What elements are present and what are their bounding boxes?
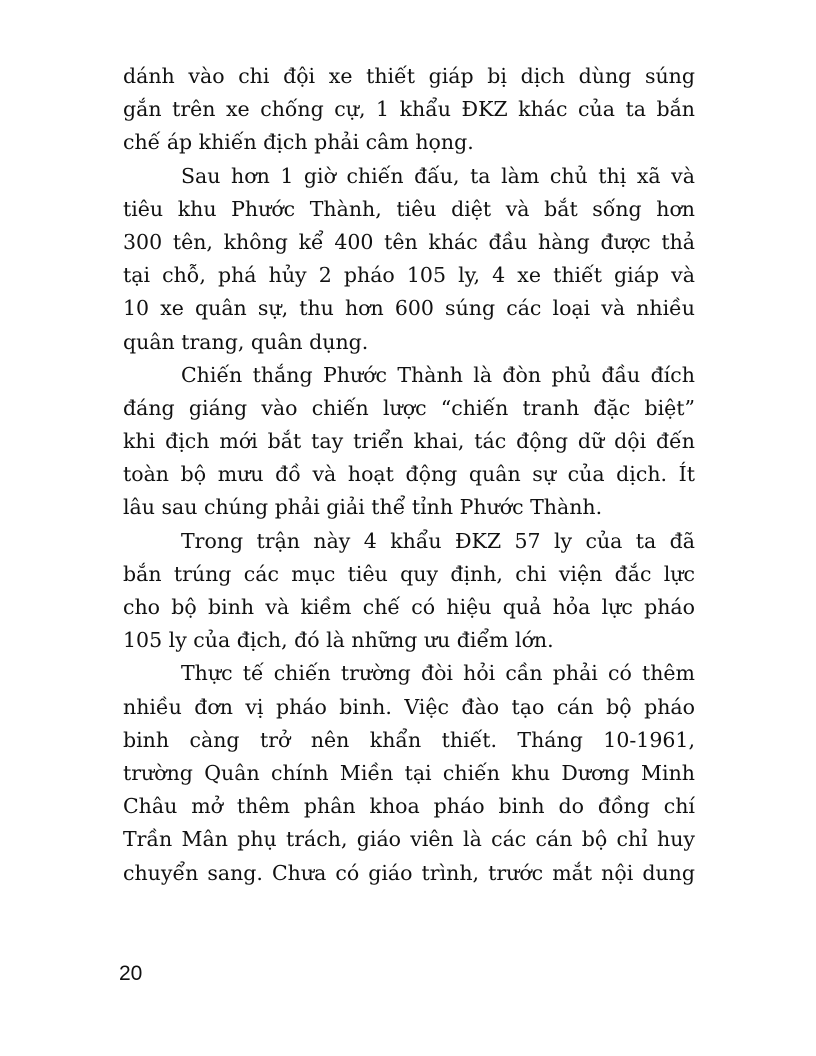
text-line: 105 ly của địch, đó là những ưu điểm lớn.: [123, 628, 554, 653]
text-line: 10 xe quân sự, thu hơn 600 súng các loại và nhiều: [123, 296, 695, 321]
text-line: trường Quân chính Miền tại chiến khu Dương Minh: [123, 760, 695, 785]
text-line: tiêu khu Phước Thành, tiêu diệt và bắt sống hơn: [123, 196, 695, 221]
text-line: chế áp khiến địch phải câm họng.: [123, 130, 474, 155]
text-line: quân trang, quân dụng.: [123, 329, 369, 354]
text-line: binh càng trở nên khẩn thiết. Tháng 10-1961,: [123, 727, 695, 752]
text-line: lâu sau chúng phải giải thể tỉnh Phước Thành.: [123, 495, 603, 520]
text-line: chuyển sang. Chưa có giáo trình, trước mắt nội dung: [123, 860, 695, 885]
paragraph-start: Chiến thắng Phước Thành là đòn phủ đầu đích: [181, 362, 695, 387]
paragraph-start: Trong trận này 4 khẩu ĐKZ 57 ly của ta đã: [181, 528, 695, 553]
text-line: 300 tên, không kể 400 tên khác đầu hàng được thả: [123, 229, 695, 254]
paragraph-start: Thực tế chiến trường đòi hỏi cần phải có thêm: [181, 661, 695, 686]
text-line: tại chỗ, phá hủy 2 pháo 105 ly, 4 xe thiết giáp và: [123, 263, 695, 288]
text-line: bắn trúng các mục tiêu quy định, chi viện đắc lực: [123, 561, 695, 586]
text-line: khi địch mới bắt tay triển khai, tác động dữ dội đến: [123, 429, 695, 454]
text-line: nhiều đơn vị pháo binh. Việc đào tạo cán bộ pháo: [123, 694, 695, 719]
text-line: toàn bộ mưu đồ và hoạt động quân sự của dịch. Ít: [123, 462, 695, 487]
text-line: Trần Mân phụ trách, giáo viên là các cán bộ chỉ huy: [123, 827, 695, 852]
paragraph-start: Sau hơn 1 giờ chiến đấu, ta làm chủ thị xã và: [181, 163, 695, 188]
text-line: cho bộ binh và kiềm chế có hiệu quả hỏa lực pháo: [123, 595, 695, 619]
text-line: dánh vào chi đội xe thiết giáp bị dịch dùng súng: [123, 64, 695, 88]
page-number: 20: [119, 962, 143, 985]
text-line: Châu mở thêm phân khoa pháo binh do đồng chí: [123, 794, 695, 819]
body-text: [123, 60, 695, 890]
text-line: gắn trên xe chống cự, 1 khẩu ĐKZ khác của ta bắn: [123, 97, 695, 122]
text-line: đáng giáng vào chiến lược “chiến tranh đặc biệt”: [123, 395, 695, 420]
